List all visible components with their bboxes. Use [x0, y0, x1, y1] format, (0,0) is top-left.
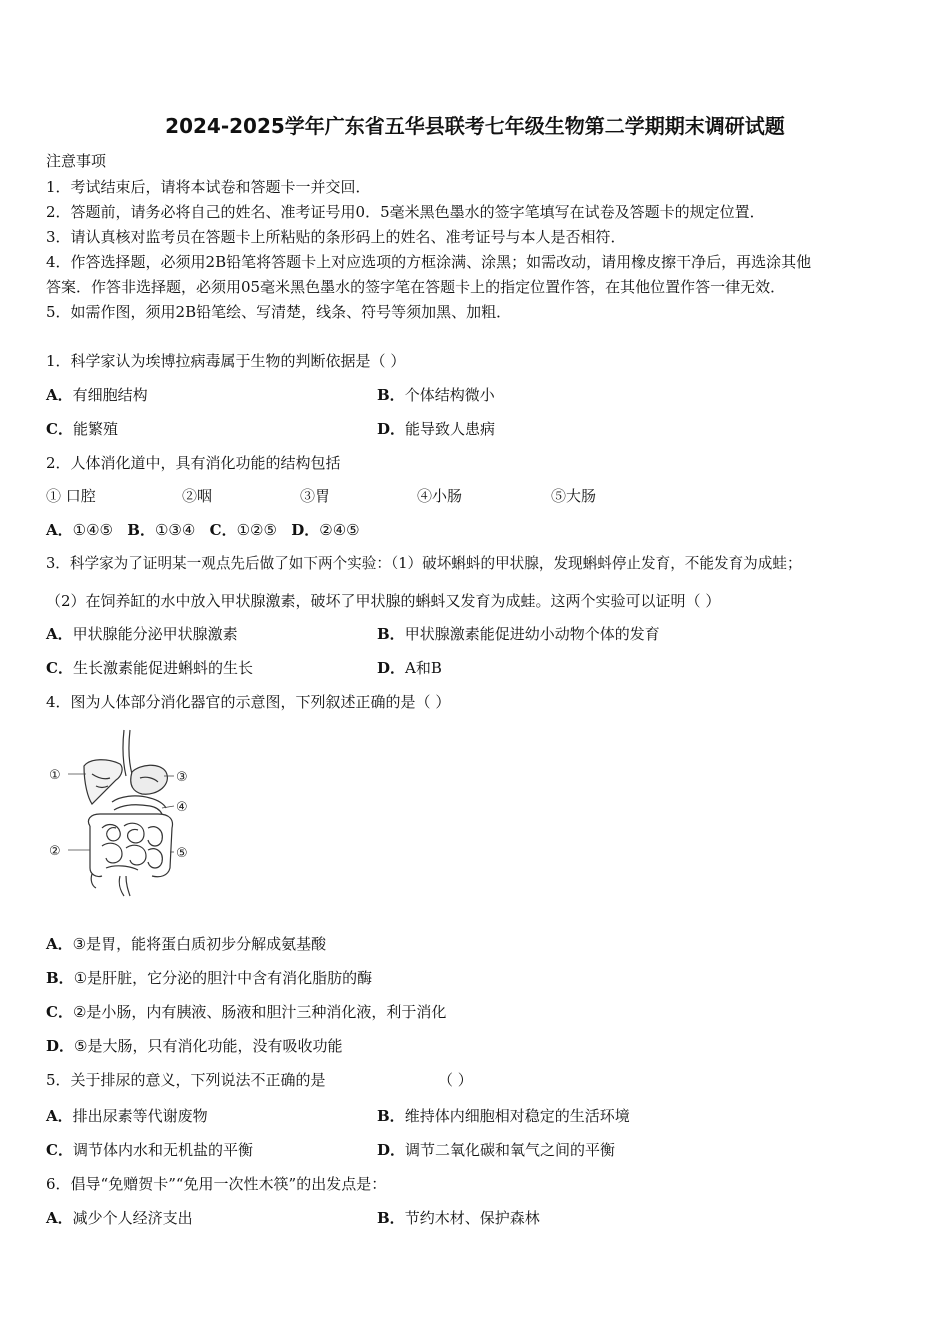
option-label: B． — [377, 1107, 405, 1125]
option-label: D． — [46, 1037, 75, 1055]
q5-option-d — [377, 1140, 615, 1160]
option-label: C． — [46, 420, 73, 438]
q6-option-a — [46, 1208, 193, 1228]
option-text: ③是胃，能将蛋白质初步分解成氨基酸 — [72, 935, 327, 953]
option-label: D． — [291, 521, 320, 539]
q2-stem: 2．人体消化道中，具有消化功能的结构包括 — [46, 454, 341, 472]
q4-option-d — [46, 1036, 342, 1056]
option-label: B． — [46, 969, 74, 987]
option-text: ⑤是大肠，只有消化功能，没有吸收功能 — [74, 1037, 343, 1055]
notice-item: 3．请认真核对监考员在答题卡上所粘贴的条形码上的姓名、准考证号与本人是否相符． — [46, 228, 626, 246]
figure-label: ⑤ — [176, 846, 188, 861]
option-text: ②④⑤ — [319, 521, 360, 539]
q2-options — [46, 520, 360, 540]
q1-option-c — [46, 419, 118, 439]
option-label: B． — [377, 1209, 405, 1227]
option-text: 甲状腺能分泌甲状腺激素 — [72, 625, 238, 643]
option-label: B． — [377, 625, 405, 643]
q2-item: ⑤大肠 — [551, 487, 597, 505]
notice-item: 1．考试结束后，请将本试卷和答题卡一并交回． — [46, 178, 371, 196]
option-label: A． — [46, 625, 73, 643]
q2-item: ②咽 — [182, 487, 213, 505]
notice-heading: 注意事项 — [46, 152, 107, 170]
figure-label: ② — [49, 844, 61, 859]
option-text: ①是肝脏，它分泌的胆汁中含有消化脂肪的酶 — [73, 969, 373, 987]
option-text: 能导致人患病 — [405, 420, 496, 438]
option-text: A和B — [405, 659, 442, 677]
q6-stem: 6．倡导“免赠贺卡”“免用一次性木筷”的出发点是： — [46, 1175, 387, 1193]
option-text: 节约木材、保护森林 — [404, 1209, 540, 1227]
option-text: ①③④ — [154, 521, 196, 539]
q6-option-b — [377, 1208, 540, 1228]
q4-option-a — [46, 934, 326, 954]
option-text: ①④⑤ — [72, 521, 113, 539]
option-label: B． — [127, 521, 155, 539]
q2-item: ③胃 — [300, 487, 331, 505]
option-text: 减少个人经济支出 — [72, 1209, 193, 1227]
q1-option-b — [377, 385, 495, 405]
option-text: 能繁殖 — [72, 420, 118, 438]
q1-option-a — [46, 385, 148, 405]
q1-option-d — [377, 419, 495, 439]
q3-stem-line2: （2）在饲养缸的水中放入甲状腺激素，破坏了甲状腺的蝌蚪又发育为成蛙。这两个实验可以证明（ ） — [46, 592, 721, 610]
option-text: 甲状腺激素能促进幼小动物个体的发育 — [404, 625, 660, 643]
q4-stem: 4．图为人体部分消化器官的示意图，下列叙述正确的是（ ） — [46, 693, 451, 711]
option-text: 有细胞结构 — [72, 386, 148, 404]
q5-option-a — [46, 1106, 208, 1126]
option-text: 个体结构微小 — [404, 386, 495, 404]
q4-option-b — [46, 968, 372, 988]
figure-label: ① — [49, 768, 61, 783]
q4-option-c — [46, 1002, 446, 1022]
option-label: C． — [209, 521, 237, 539]
digestive-system-figure — [46, 728, 196, 898]
q2-item: ④小肠 — [417, 487, 463, 505]
q5-answer-paren: （ ） — [438, 1071, 473, 1089]
notice-item: 4．作答选择题，必须用2B铅笔将答题卡上对应选项的方框涂满、涂黑；如需改动，请用橡皮擦干净后，再选涂其他 — [46, 253, 812, 271]
notice-item: 答案．作答非选择题，必须用05毫米黑色墨水的签字笔在答题卡上的指定位置作答，在其他位置作答一律无效． — [46, 278, 786, 296]
page-title: 2024-2025学年广东省五华县联考七年级生物第二学期期末调研试题 — [165, 114, 785, 138]
q3-option-c — [46, 658, 253, 678]
option-label: C． — [46, 659, 73, 677]
option-label: C． — [46, 1003, 73, 1021]
option-text: 生长激素能促进蝌蚪的生长 — [72, 659, 253, 677]
q5-option-c — [46, 1140, 253, 1160]
q3-option-b — [377, 624, 660, 644]
option-label: A． — [46, 521, 73, 539]
notice-item: 2．答题前，请务必将自己的姓名、准考证号用0．5毫米黑色墨水的签字笔填写在试卷及答题卡的规定位置． — [46, 203, 765, 221]
q3-option-d — [377, 658, 442, 678]
q5-stem: 5．关于排尿的意义，下列说法不正确的是 — [46, 1071, 326, 1089]
option-label: D． — [377, 420, 406, 438]
q3-stem-line1: 3．科学家为了证明某一观点先后做了如下两个实验：（1）破坏蝌蚪的甲状腺，发现蝌蚪停止发育，不能发育为成蛙； — [46, 555, 802, 572]
option-text: 调节体内水和无机盐的平衡 — [72, 1141, 253, 1159]
option-text: 调节二氧化碳和氧气之间的平衡 — [405, 1141, 616, 1159]
option-text: ①②⑤ — [236, 521, 277, 539]
q2-item: ① 口腔 — [46, 487, 96, 505]
option-label: D． — [377, 1141, 406, 1159]
option-label: D． — [377, 659, 406, 677]
option-label: C． — [46, 1141, 73, 1159]
option-label: B． — [377, 386, 405, 404]
option-label: A． — [46, 935, 73, 953]
option-text: 排出尿素等代谢废物 — [72, 1107, 208, 1125]
q5-option-b — [377, 1106, 630, 1126]
figure-label: ④ — [176, 800, 188, 815]
option-label: A． — [46, 1209, 73, 1227]
figure-label: ③ — [176, 770, 188, 785]
q1-stem: 1．科学家认为埃博拉病毒属于生物的判断依据是（ ） — [46, 352, 406, 370]
notice-item: 5．如需作图，须用2B铅笔绘、写清楚，线条、符号等须加黑、加粗． — [46, 303, 512, 321]
option-label: A． — [46, 386, 73, 404]
q3-option-a — [46, 624, 238, 644]
option-text: 维持体内细胞相对稳定的生活环境 — [404, 1107, 630, 1125]
option-label: A． — [46, 1107, 73, 1125]
option-text: ②是小肠，内有胰液、肠液和胆汁三种消化液，利于消化 — [72, 1003, 447, 1021]
